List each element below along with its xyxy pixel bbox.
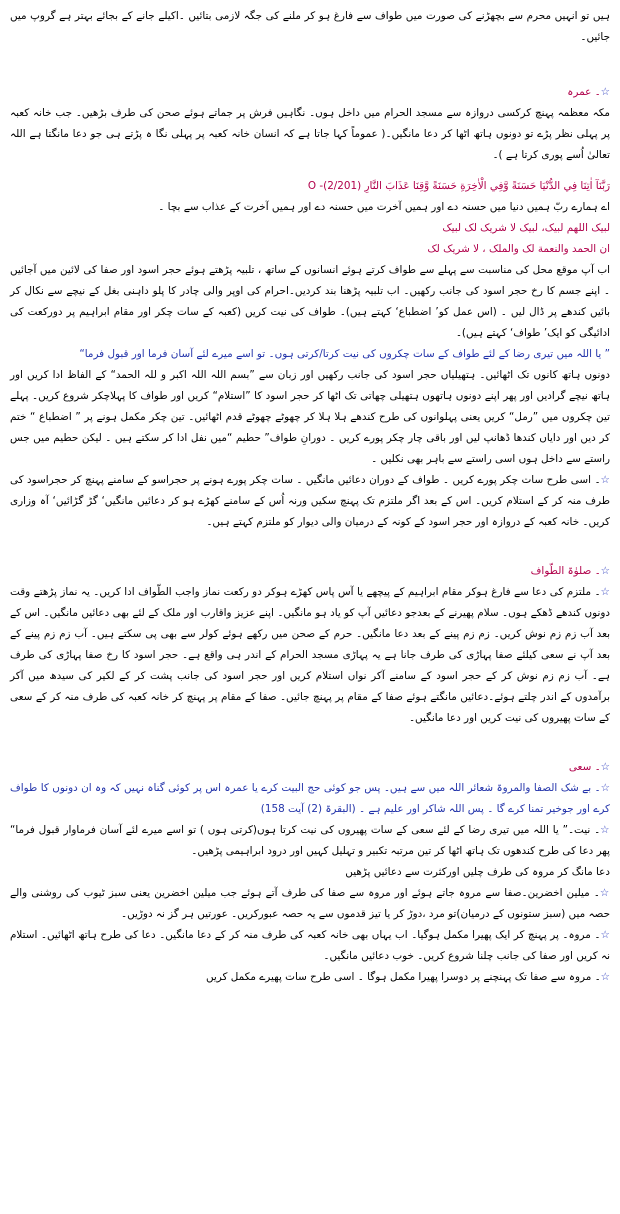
umrah-heading-text: ۔ عمرہ: [567, 86, 601, 98]
star-icon: ☆: [600, 586, 610, 598]
marwah-paragraph-text: ۔ مروہ۔ پر پہنچ کر ایک پھیرا مکمل ہوگیا۔ اب یہاں بھی خانہ کعبہ کی طرف منہ کر کے دعا مانگیں۔ دعا کی طرح ہاتھ اٹھائیں۔ استلام نہ کریں اور صفا کی جانب چلنا شروع کریں۔ خوب دعائیں مانگیں۔: [10, 929, 610, 962]
star-icon: ☆: [600, 565, 610, 577]
star-icon: ☆: [600, 824, 610, 836]
quran-verse: رَبَّنَآ اٰتِنَا فِي الدُّنْيَا حَسَنَةً وَّفِي الْاٰخِرَةِ حَسَنَةً وَّقِنَا عَذَابَ النَّارِ: [364, 180, 610, 192]
star-icon: ☆: [600, 86, 610, 98]
umrah-paragraph-4: [10, 470, 610, 533]
salat-tawaf-heading-text: ۔ صلوٰۃ الطّواف: [530, 565, 601, 577]
talbiyah-line-1: لبیک اللھم لبیک، لبیک لا شریک لک لبیک: [442, 222, 610, 234]
star-icon: ☆: [600, 761, 610, 773]
salat-tawaf-paragraph-text: ۔ ملتزم کی دعا سے فارغ ہوکر مقام ابراہیم کے پیچھے یا آس پاس کھڑے ہوکر دو رکعت نماز واجب الطّواف ادا کریں۔ یہ نماز پڑھتے وقت دونوں کندھے ڈھکے ہوں۔ سلام پھیرنے کے بعدجو دعائیں آپ کو یاد ہو مانگیں۔ اپنے عزیز واقارب اور ملک کے لئے بھی دعائیں مانگیں۔ اس کے بعد آب زم زم نوش کریں۔ زم زم پینے کے بعد دعا مانگیں۔ حرم کے صحن میں رکھے ہوئے کولر سے بھی پی سکتے ہیں۔ آب زم زم پینے کے بعد آپ نے سعی کیلئے صفا پہاڑی کی طرف جانا ہے یہ پہاڑی مسجد الحرام کے اندر ہی واقع ہے۔ حجر اسود کا رخ صفا پہاڑی کی طرف ہے۔ آب زم زم نوش کر کے حجر اسود کے سامنے آکر نواں استلام کریں اور حجر اسود کی جانب پشت کر کے لکیر کی سیدھ میں آکر برآمدوں کے اندر چلتے ہوئے۔دعائیں مانگتے ہوئے صفا کے مقام پر پہنچ جائیں۔ صفا کے مقام پر پہنچ کر خانہ کعبہ کی طرف منہ کر کے سعی کے سات پھیروں کی نیت کریں اور دعا مانگیں۔: [10, 586, 610, 724]
tawaf-niyyah: ” یا اللہ میں تیری رضا کے لئے طواف کے سات چکروں کی نیت کرتا/کرتی ہوں۔ تو اسے میرے لئے آسان فرما اور قبول فرما“: [79, 348, 610, 360]
last-paragraph-text: ۔ مروہ سے صفا تک پہنچنے پر دوسرا پھیرا مکمل ہوگا ۔ اسی طرح سات پھیرے مکمل کریں: [205, 971, 601, 983]
quran-verse-line: [10, 176, 610, 197]
last-paragraph: [10, 967, 610, 988]
verse-translation: اے ہمارے ربّ ہمیں دنیا میں حسنہ دے اور ہمیں آخرت میں حسنہ دے اور ہمیں آخرت کے عذاب سے بچا ۔: [158, 201, 610, 213]
marwah-paragraph: [10, 925, 610, 967]
sai-niyyah-text: ۔ نیت۔” یا اللہ میں تیری رضا کے لئے سعی کے سات پھیروں کی نیت کرتا ہوں(کرتی ہوں ) تو اسے میرے لئے آسان فرماوار قبول فرما“ پھر دعا کی طرح کندھوں تک ہاتھ اٹھا کر تین مرتبہ تکبیر و تہلیل کہیں اور درود ابراہیمی پڑھیں۔: [10, 824, 610, 857]
umrah-paragraph-2: اب آپ موقع محل کی مناسبت سے پہلے سے طواف کرتے ہوئے انسانوں کے ساتھ ، تلبیہ پڑھتے ہوئے حجر اسود اور صفا کی لائین میں آجائیں ۔ اپنے جسم کا رخ حجر اسود کی جانب رکھیں۔ اب تلبیہ پڑھنا بند کردیں۔احرام کی اوپر والی چادر کا پلو داہنی بغل کے نیچے سے نکال کر بائیں کندھے پر ڈال لیں ۔ (اس عمل کو’ اضطباع‘ کہتے ہیں)۔ طواف کی نیت کریں (کعبہ کے سات چکر اور مقام ابراہیم پر دورکعت کی ادائیگی کو ایک’ طواف‘ کہتے ہیں)۔: [10, 264, 610, 339]
quran-reference: O -(2/201): [307, 180, 362, 192]
umrah-paragraph-3: دونوں ہاتھ کانوں تک اٹھائیں۔ ہتھیلیاں حجر اسود کی جانب رکھیں اور زبان سے ”بسم اللہ اللہ اکبر و للہ الحمد“ کے الفاظ ادا کریں اور ہاتھ نیچے گرادیں اور پھر اپنے دونوں ہاتھوں ہتھیلی چھاتی تک اٹھا کر حجر اسود کا ”استلام“ کریں اور طواف کا پہلاچکر شروع کریں۔ پہلے تین چکروں میں ”رمل“ کریں یعنی پہلوانوں کی طرح کندھے ہلا ہلا کر چھوٹے چھوٹے قدم اٹھائیں۔ تین چکر مکمل ہونے پر ” اضطباع “ ختم کر دیں اور دایاں کندھا ڈھانپ لیں اور باقی چار چکر پورے کریں ۔ دورانِ طواف” حطیم “میں نفل ادا کر سکتے ہیں ۔ لیکن حطیم میں جس راستے سے داخل ہوں اسی راستے سے باہر بھی نکلیں ۔: [10, 369, 610, 465]
sai-verse: [10, 778, 610, 820]
talbiyah-line-2: ان الحمد والنعمة لک والملک ، لا شریک لک: [427, 243, 610, 255]
star-icon: ☆: [599, 887, 610, 899]
sai-heading-text: ۔ سعی: [568, 761, 601, 773]
star-icon: ☆: [600, 782, 610, 794]
umrah-paragraph-1: مکہ معظمہ پہنچ کرکسی دروازہ سے مسجد الحرام میں داخل ہوں۔ نگاہیں فرش پر جماتے ہوئے صحن کی طرف بڑھیں۔ جب خانہ کعبہ پر پہلی نظر پڑے تو دونوں ہاتھ اٹھا کر دعا مانگیں۔( عموماً کہا جاتا ہے کہ انسان خانہ کعبہ پر پہلی نگا ہ پڑتے ہی جو دعا مانگتا ہے اللہ تعالیٰ اُسے پوری کرتا ہے )۔: [10, 107, 610, 161]
salat-tawaf-heading: [10, 561, 610, 582]
star-icon: ☆: [600, 929, 610, 941]
sai-heading: [10, 757, 610, 778]
sai-dua-line: دعا مانگ کر مروہ کی طرف چلیں اورکثرت سے دعائیں پڑھیں: [345, 866, 610, 878]
umrah-paragraph-4-text: ۔ اسی طرح سات چکر پورے کریں ۔ طواف کے دوران دعائیں مانگیں ۔ سات چکر پورے ہونے پر حجراسو کے سامنے پہنچ کر حجراسود کی طرف منہ کر کے استلام کریں۔ اس کے بعد اگر ملتزم تک پہنچ سکیں ورنہ اُس کے سامنے کھڑے ہو کر دعائیں مانگیں‘ گڑ گڑائیں‘ آہ وزاری کریں۔ خانہ کعبہ کے دروازہ اور حجر اسود کے کونہ کے درمیان والی دیوار کو ملتزم کہتے ہیں۔: [10, 474, 610, 528]
salat-tawaf-paragraph: [10, 582, 610, 729]
milain-paragraph-text: ۔ میلین اخضرین۔صفا سے مروہ جاتے ہوئے اور مروہ سے صفا کی طرف آتے ہوئے جب میلین اخضرین یعنی سبز ٹیوب کی روشنی والے حصہ میں (سبز ستونوں کے درمیان)تو مرد ،دوڑ کر یا تیز قدموں سے یہ حصہ عبورکریں۔ عورتیں ہر گز نہ دوڑیں۔: [10, 887, 610, 920]
sai-verse-text: ۔ بے شک الصفا والمروۃ شعائر اللہ میں سے ہیں۔ پس جو کوئی حج البیت کرے یا عمرہ اس پر کوئی گناہ نہیں کہ وہ ان دونوں کا طواف کرے اور جوخیر تمنا کرے گا ۔ پس اللہ شاکر اور علیم ہے ۔ (البقرۃ (2) آیت 158): [10, 782, 610, 815]
sai-niyyah: [10, 820, 610, 862]
milain-paragraph: [10, 883, 610, 925]
intro-paragraph: ہیں تو انہیں محرم سے بچھڑنے کی صورت میں طواف سے فارغ ہو کر ملنے کی جگہ لازمی بتائیں ۔اکیلے جانے کے بجائے بہتر ہے گروپ میں جائیں۔: [10, 10, 610, 43]
umrah-heading: [10, 82, 610, 103]
star-icon: ☆: [600, 474, 610, 486]
star-icon: ☆: [600, 971, 610, 983]
